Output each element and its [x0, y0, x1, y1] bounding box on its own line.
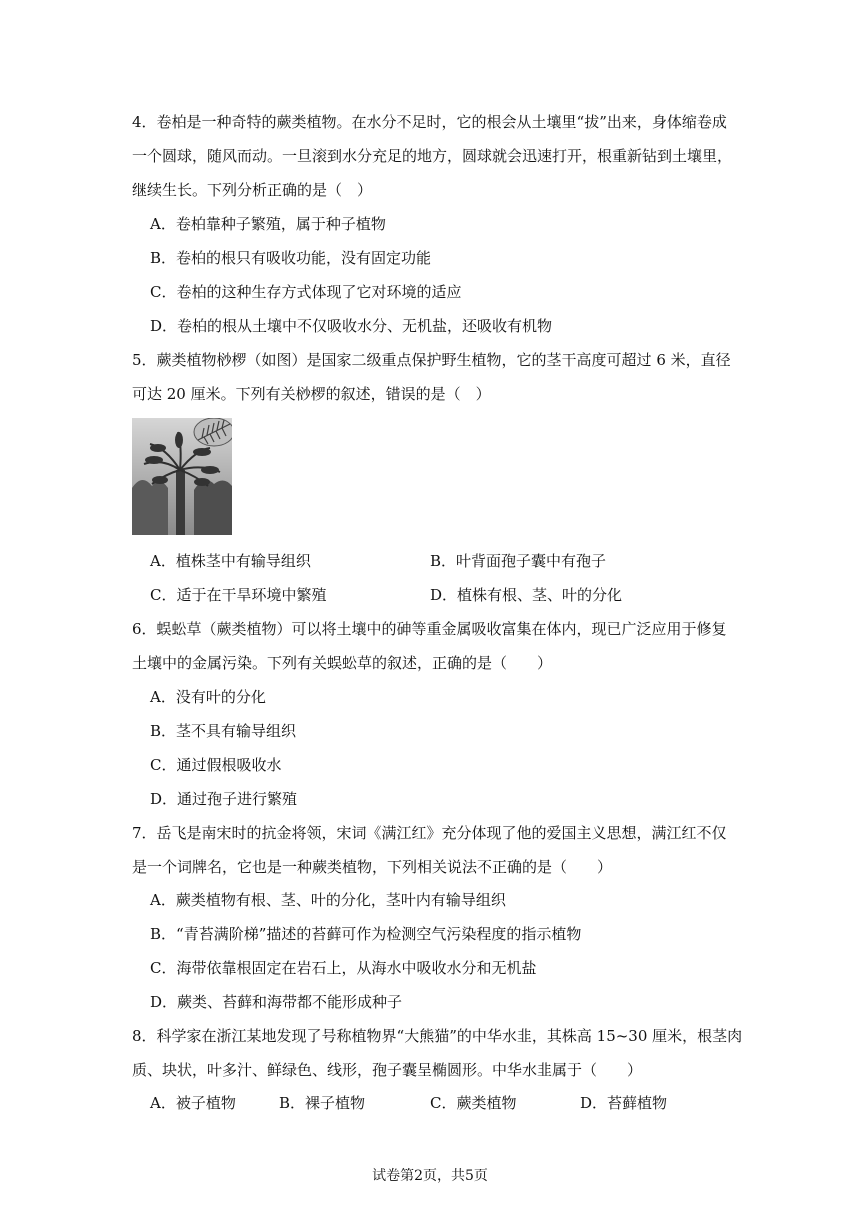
page-footer: 试卷第2页，共5页: [372, 1168, 488, 1184]
q7-option-c: C．海带依靠根固定在岩石上，从海水中吸收水分和无机盐: [150, 959, 537, 977]
q5-stem-line-2: 可达 20 厘米。下列有关桫椤的叙述，错误的是（ ）: [132, 385, 491, 403]
q6-stem-line-1: 6．蜈蚣草（蕨类植物）可以将土壤中的砷等重金属吸收富集在体内，现已广泛应用于修复: [132, 620, 727, 638]
tree-fern-photo: [132, 418, 232, 535]
q6-option-b: B．茎不具有输导组织: [150, 722, 297, 740]
q8-stem-line-1: 8．科学家在浙江某地发现了号称植物界“大熊猫”的中华水韭，其株高 15~30 厘米，根茎肉: [132, 1027, 743, 1045]
q6-option-a: A．没有叶的分化: [150, 688, 266, 706]
q8-option-a: A．被子植物: [150, 1094, 236, 1112]
q6-option-c: C．通过假根吸收水: [150, 756, 282, 774]
q5-option-c: C．适于在干旱环境中繁殖: [150, 586, 327, 604]
q4-stem-line-3: 继续生长。下列分析正确的是（ ）: [132, 181, 373, 199]
q5-stem-line-1: 5．蕨类植物桫椤（如图）是国家二级重点保护野生植物，它的茎干高度可超过 6 米，直径: [132, 351, 731, 369]
q4-stem-line-2: 一个圆球，随风而动。一旦滚到水分充足的地方，圆球就会迅速打开，根重新钻到土壤里，: [132, 147, 733, 165]
q6-option-d: D．通过孢子进行繁殖: [150, 790, 298, 808]
q7-stem-line-1: 7．岳飞是南宋时的抗金将领，宋词《满江红》充分体现了他的爱国主义思想，满江红不仅: [132, 824, 727, 842]
q4-stem-line-1: 4．卷柏是一种奇特的蕨类植物。在水分不足时，它的根会从土壤里“拔”出来，身体缩卷成: [132, 113, 727, 131]
q5-option-d: D．植株有根、茎、叶的分化: [430, 586, 623, 604]
q5-option-b: B．叶背面孢子囊中有孢子: [430, 552, 607, 570]
q7-option-d: D．蕨类、苔藓和海带都不能形成种子: [150, 993, 403, 1011]
q4-option-a: A．卷柏靠种子繁殖，属于种子植物: [150, 215, 386, 233]
q8-stem-line-2: 质、块状，叶多汁、鲜绿色、线形，孢子囊呈椭圆形。中华水韭属于（ ）: [132, 1061, 643, 1079]
q4-option-d: D．卷柏的根从土壤中不仅吸收水分、无机盐，还吸收有机物: [150, 317, 553, 335]
q8-option-d: D．苔藓植物: [580, 1094, 668, 1112]
q4-option-b: B．卷柏的根只有吸收功能，没有固定功能: [150, 249, 432, 267]
q8-option-b: B．裸子植物: [279, 1094, 366, 1112]
q7-option-a: A．蕨类植物有根、茎、叶的分化，茎叶内有输导组织: [150, 891, 506, 909]
q5-option-a: A．植株茎中有输导组织: [150, 552, 311, 570]
q4-option-c: C．卷柏的这种生存方式体现了它对环境的适应: [150, 283, 462, 301]
q8-option-c: C．蕨类植物: [430, 1094, 517, 1112]
q7-stem-line-2: 是一个词牌名，它也是一种蕨类植物，下列相关说法不正确的是（ ）: [132, 858, 613, 876]
q6-stem-line-2: 土壤中的金属污染。下列有关蜈蚣草的叙述，正确的是（ ）: [132, 654, 553, 672]
q7-option-b: B．“青苔满阶梯”描述的苔藓可作为检测空气污染程度的指示植物: [150, 925, 582, 943]
